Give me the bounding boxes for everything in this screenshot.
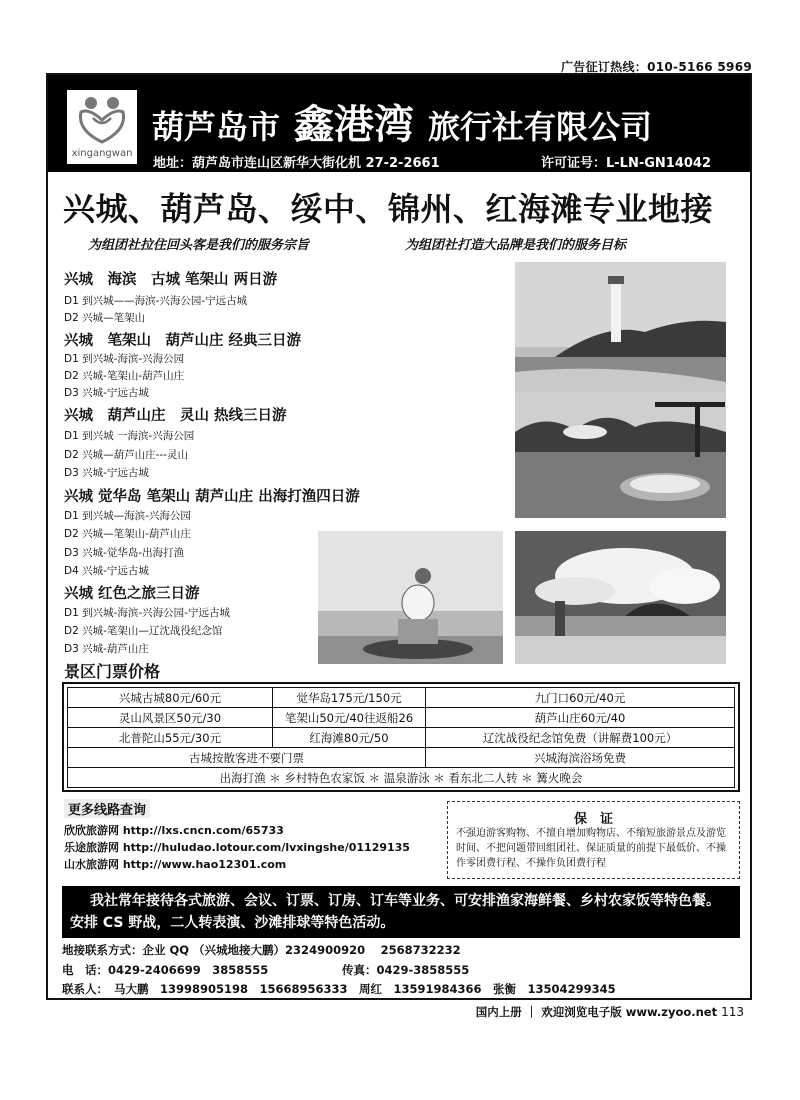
table-cell: 灵山风景区50元/30 <box>68 708 273 728</box>
route-day: D1 到兴城-海滨-兴海公园 <box>64 353 185 365</box>
site-url-link[interactable]: http://www.hao12301.com <box>122 858 287 871</box>
promo-banner: 我社常年接待各式旅游、会议、订票、订房、订车等业务、可安排渔家海鲜餐、乡村农家饭等特色餐。安排 CS 野战，二人转表演、沙滩排球等特色活动。 <box>62 886 740 938</box>
lighthouse-photo <box>515 262 726 392</box>
table-cell: 觉华岛175元/150元 <box>273 688 426 708</box>
slogan: 为组团社打造大品牌是我们的服务目标 <box>405 238 627 253</box>
table-cell: 北普陀山55元/30元 <box>68 728 273 748</box>
route-title: 兴城 葫芦山庄 灵山 热线三日游 <box>64 408 287 424</box>
company-name <box>152 93 652 150</box>
company-prefix: 葫芦岛市 <box>152 108 281 146</box>
site-name: 乐途旅游网 <box>64 841 119 854</box>
company-logo <box>67 90 137 164</box>
table-row <box>68 708 735 728</box>
route-link-item <box>64 822 284 838</box>
logo-text: xingangwan <box>71 148 133 159</box>
gourd-sculpture-photo <box>318 531 503 664</box>
slogan: 为组团社拉住回头客是我们的服务宗旨 <box>88 238 310 253</box>
qq-label: 地接联系方式： <box>62 943 143 957</box>
guarantee-title: 保 证 <box>573 812 613 827</box>
route-day: D2 兴城—笔架山-葫芦山庄 <box>64 528 191 540</box>
table-cell: 九门口60元/40元 <box>426 688 735 708</box>
site-url-link[interactable]: http://huludao.lotour.com/lvxingshe/01129135 <box>122 841 410 854</box>
route-day: D2 兴城—笔架山 <box>64 312 146 324</box>
route-link-item <box>64 856 286 872</box>
fax-value: 0429-3858555 <box>376 963 470 977</box>
table-cell: 兴城古城80元/60元 <box>68 688 273 708</box>
coast-clouds-photo <box>515 531 726 664</box>
route-day: D3 兴城-葫芦山庄 <box>64 643 149 655</box>
table-row <box>68 748 735 768</box>
route-day: D1 到兴城 一海滨-兴海公园 <box>64 430 195 442</box>
table-note: 古城按散客进不要门票 <box>68 748 426 768</box>
phone-contact <box>62 962 268 978</box>
table-row <box>68 768 735 788</box>
company-address: 地址：葫芦岛市连山区新华大街化机 27-2-2661 <box>153 156 440 171</box>
route-day: D1 到兴城—海滨-兴海公园 <box>64 510 191 522</box>
phone-label: 电 话： <box>62 963 108 977</box>
route-day: D3 兴城-宁远古城 <box>64 387 149 399</box>
site-name: 山水旅游网 <box>64 858 119 871</box>
route-title: 兴城 觉华岛 笔架山 葫芦山庄 出海打渔四日游 <box>64 489 360 505</box>
site-url-link[interactable]: http://lxs.cncn.com/65733 <box>122 824 284 837</box>
table-row <box>68 688 735 708</box>
garden-fountain-photo <box>515 392 726 518</box>
company-suffix: 旅行社有限公司 <box>428 108 653 146</box>
route-title: 兴城 海滨 古城 笔架山 两日游 <box>64 272 278 288</box>
ad-hotline: 广告征订热线：010-5166 5969 <box>560 60 752 74</box>
license-number: 许可证号：L-LN-GN14042 <box>541 156 712 171</box>
route-day: D2 兴城—葫芦山庄---灵山 <box>64 449 188 461</box>
site-name: 欣欣旅游网 <box>64 824 119 837</box>
guarantee-box <box>447 801 740 879</box>
table-cell: 笔架山50元/40往返船26 <box>273 708 426 728</box>
table-cell: 红海滩80元/50 <box>273 728 426 748</box>
route-day: D3 兴城-宁远古城 <box>64 467 149 479</box>
ticket-section-title: 景区门票价格 <box>64 662 161 681</box>
logo-hearts-icon <box>67 90 137 150</box>
headline: 兴城、葫芦岛、绥中、锦州、红海滩专业地接 <box>63 190 714 228</box>
guarantee-text: 不强迫游客购物、不擅自增加购物店、不缩短旅游景点及游览时间、不把问题带回组团社、保证质量的前提下最低价、不操作零团费行程、不操作负团费行程 <box>456 828 726 869</box>
activities-row: 出海打渔 ＊ 乡村特色农家饭 ＊ 温泉游泳 ＊ 看东北二人转 ＊ 篝火晚会 <box>68 768 735 788</box>
people-value: 马大鹏 13998905198 15668956333 周红 13591984366 张衡 13504299345 <box>114 982 616 996</box>
route-title: 兴城 笔架山 葫芦山庄 经典三日游 <box>64 333 302 349</box>
page-number: 113 <box>721 1005 744 1019</box>
route-day: D4 兴城-宁远古城 <box>64 565 149 577</box>
route-day: D3 兴城-觉华岛-出海打渔 <box>64 547 185 559</box>
fax-contact <box>342 962 469 978</box>
table-cell: 辽沈战役纪念馆免费（讲解费100元） <box>426 728 735 748</box>
qq-contact <box>62 942 461 958</box>
company-header <box>48 75 750 172</box>
phone-value: 0429-2406699 3858555 <box>108 963 269 977</box>
footer-text: 国内上册 ｜ 欢迎浏览电子版 www.zyoo.net <box>475 1005 718 1019</box>
table-row <box>68 728 735 748</box>
ticket-price-table <box>62 682 740 792</box>
fax-label: 传真： <box>342 963 377 977</box>
more-routes-title: 更多线路查询 <box>64 799 150 818</box>
route-day: D2 兴城-笔架山-葫芦山庄 <box>64 370 185 382</box>
route-link-item <box>64 839 410 855</box>
people-label: 联系人： <box>62 982 108 996</box>
route-day: D1 到兴城-海滨-兴海公园-宁远古城 <box>64 607 230 619</box>
table-cell: 葫芦山庄60元/40 <box>426 708 735 728</box>
qq-value: 企业 QQ （兴城地接大鹏）2324900920 2568732232 <box>142 943 461 957</box>
table-note: 兴城海滨浴场免费 <box>426 748 735 768</box>
people-contact <box>62 981 616 997</box>
route-day: D2 兴城-笔架山—辽沈战役纪念馆 <box>64 625 223 637</box>
company-brand: 鑫港湾 <box>294 101 415 148</box>
page-footer <box>476 1004 744 1020</box>
route-title: 兴城 红色之旅三日游 <box>64 586 200 602</box>
route-day: D1 到兴城——海滨-兴海公园-宁远古城 <box>64 295 248 307</box>
